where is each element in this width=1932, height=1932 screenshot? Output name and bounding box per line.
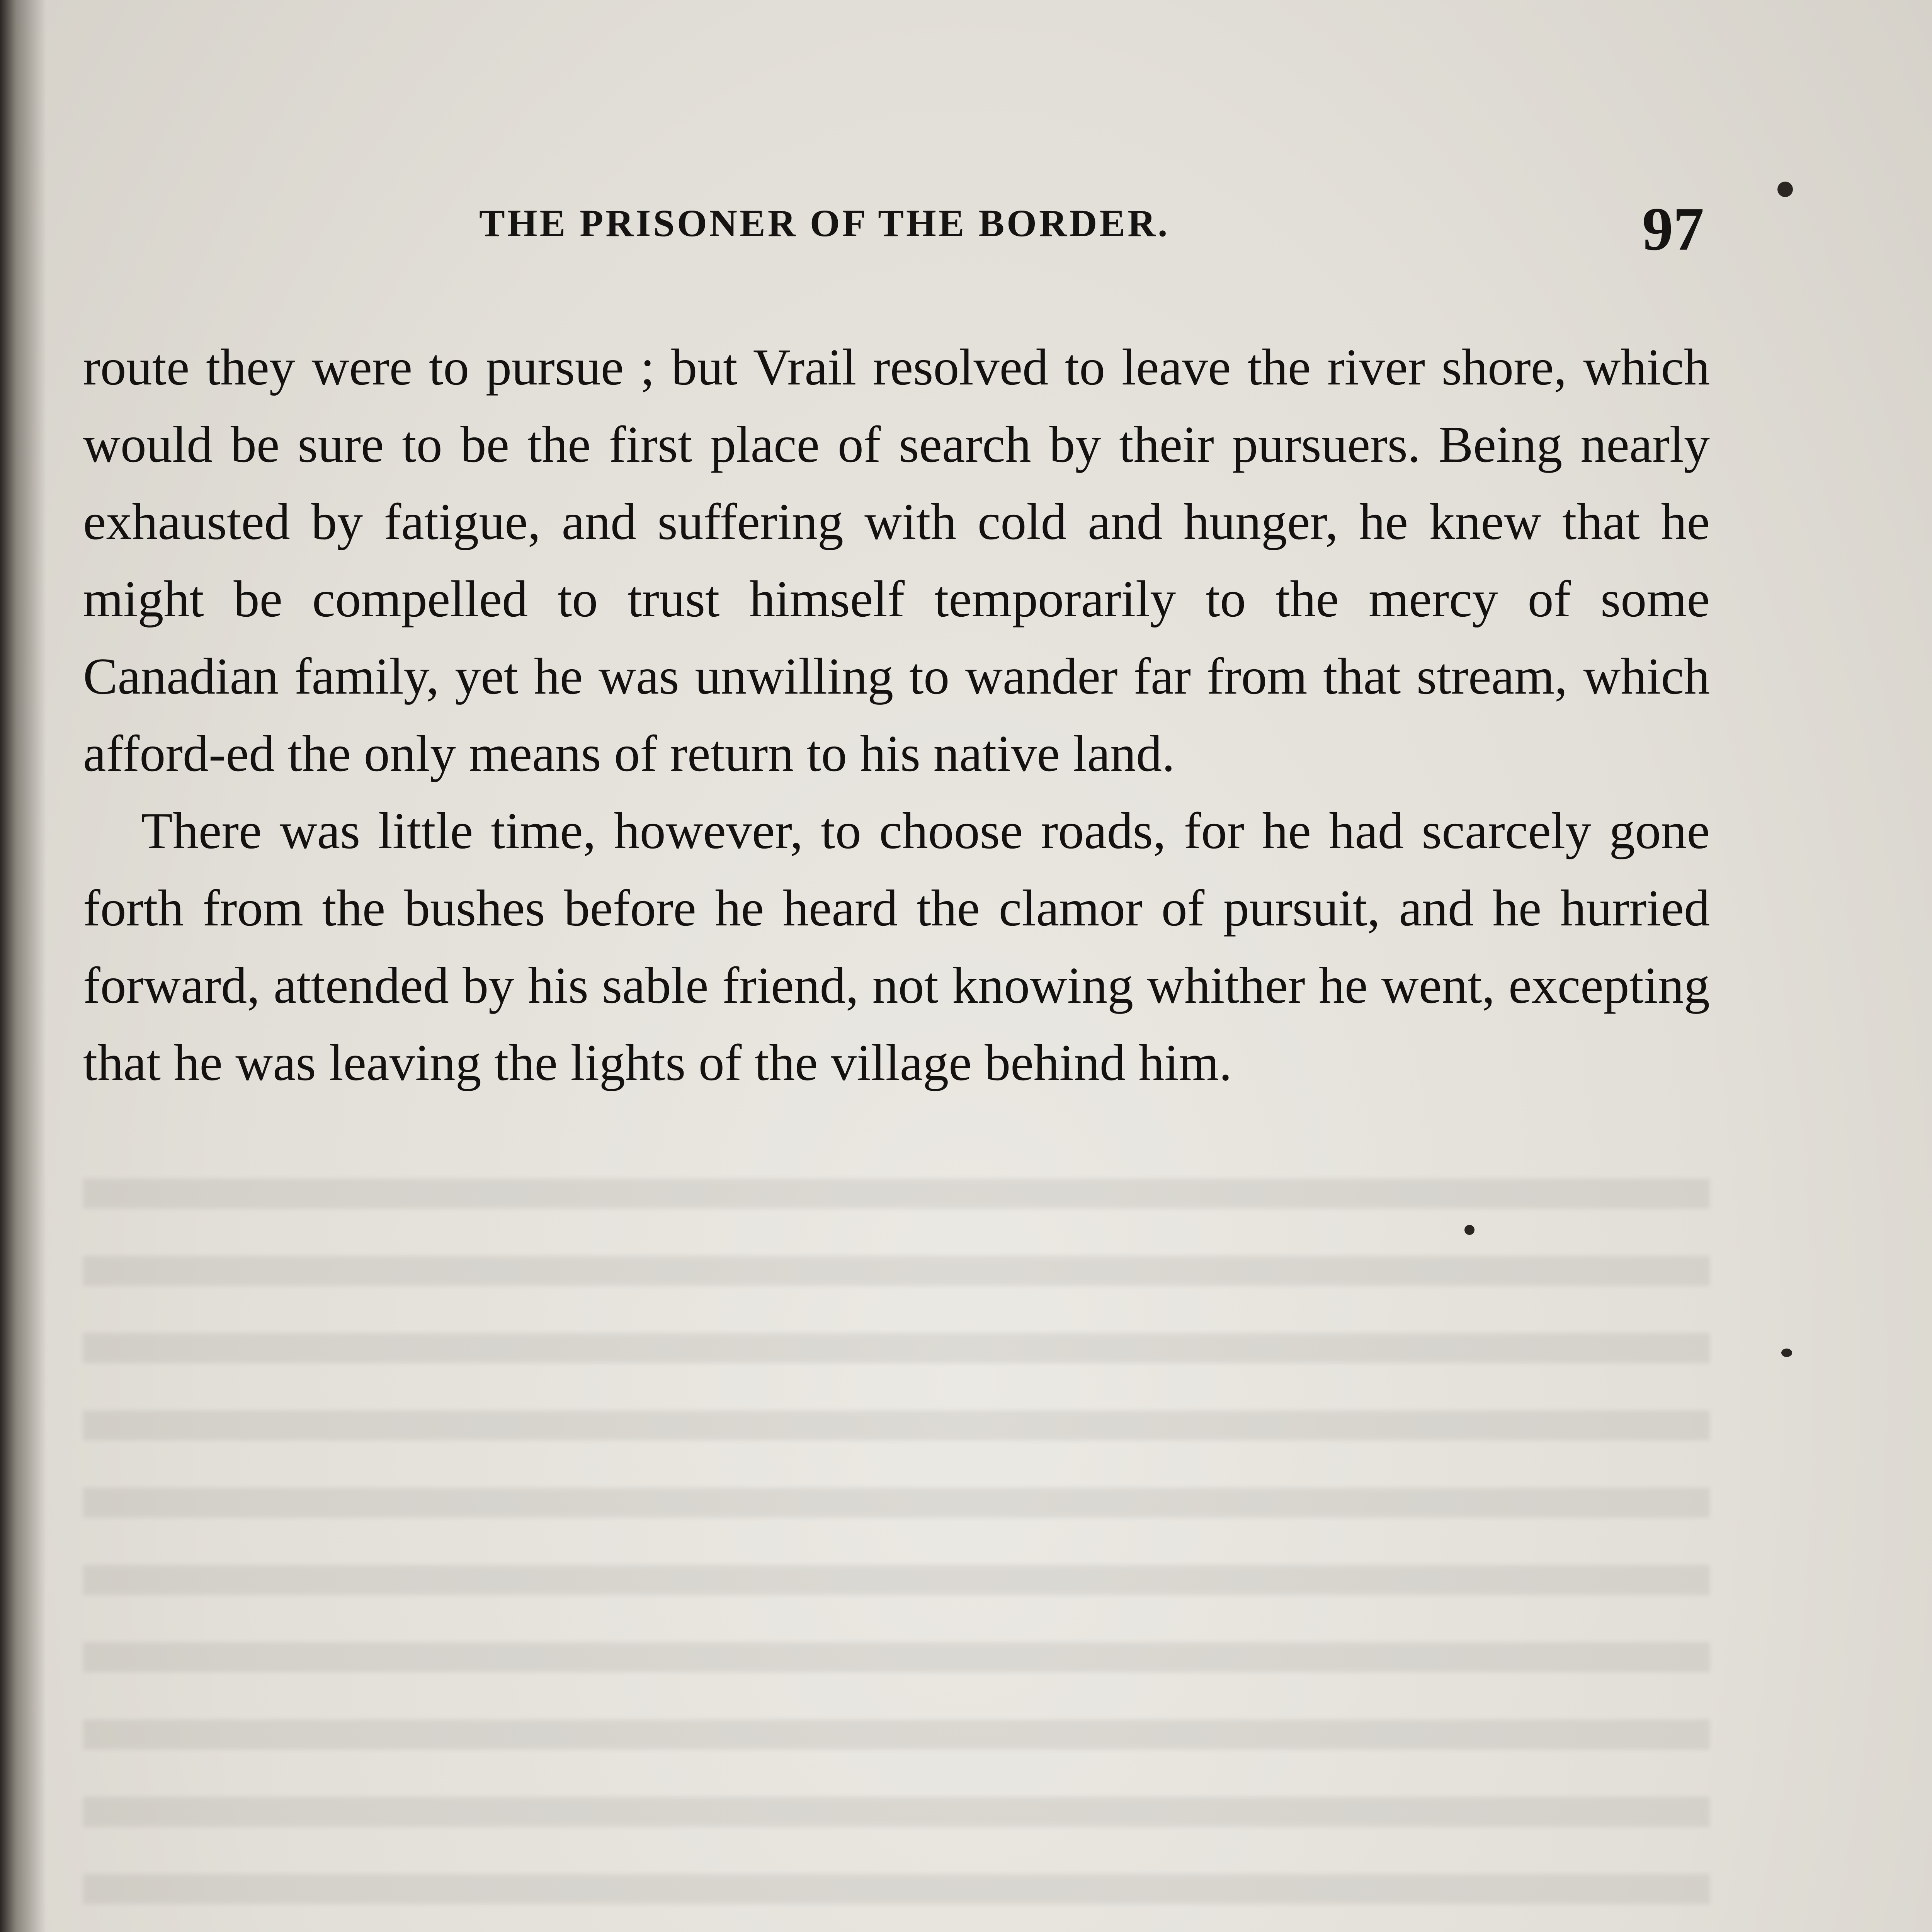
show-through-text	[83, 1179, 1710, 1932]
paragraph-1: route they were to pursue ; but Vrail resolved to leave the river shore, which would be sure to be the first place of search by their pursuers. Being nearly exhausted by fatigue, and suffering with cold and hunger, he knew that he might be compelled to trust himself temporarily to the mercy of some Canadian family, yet he was unwilling to wander far from that stream, which afford-ed the only means of return to his native land.	[83, 338, 1710, 782]
page-number: 97	[1642, 194, 1704, 263]
page-gutter-shadow	[0, 0, 46, 1932]
paragraph-2: There was little time, however, to choose roads, for he had scarcely gone forth from the bushes before he heard the clamor of pursuit, and he hurried forward, attended by his sable friend, not knowing whither he went, excepting that he was leaving the lights of the village behind him.	[83, 802, 1710, 1091]
paper-speck	[1781, 1349, 1792, 1357]
paper-speck	[1777, 182, 1793, 197]
running-head: THE PRISONER OF THE BORDER.	[479, 202, 1170, 245]
body-text	[83, 328, 1710, 1101]
page-header	[0, 193, 1932, 270]
paper-speck	[1464, 1225, 1475, 1235]
